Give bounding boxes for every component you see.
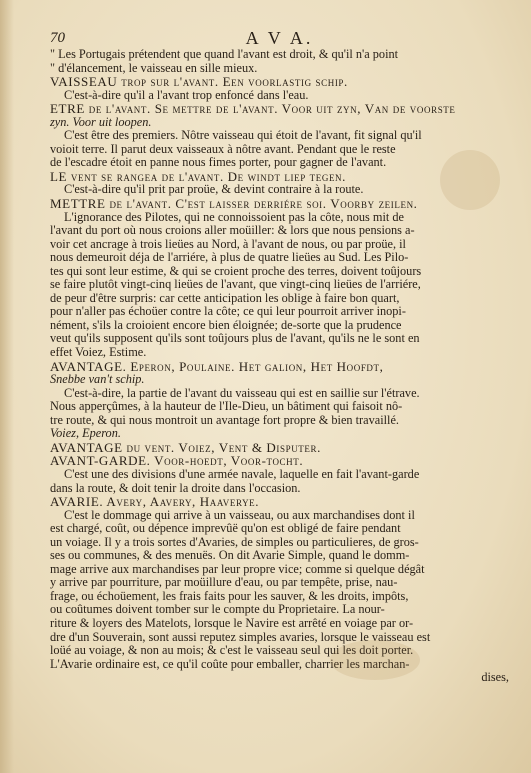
text-line: dans la route, & doit tenir la droite dans l'occasion. — [50, 480, 301, 495]
text-line: L'Avarie ordinaire est, ce qu'il coûte pour emballer, charrier les marchan- — [50, 656, 410, 671]
entry-heading: METTRE de l'avant. C'est laisser derriére soi. Voorby zeilen. — [50, 196, 418, 212]
text-line: " d'élancement, le vaisseau en sille mieux. — [50, 60, 258, 75]
text-line: L'ignorance des Pilotes, qui ne connoissoient pas la côte, nous mit de — [64, 209, 404, 224]
text-line: de l'escadre étoit en panne nous fimes porter, pour gagner de l'avant. — [50, 155, 387, 170]
entry-heading: VAISSEAU trop sur l'avant. Een voorlastig schip. — [50, 74, 348, 90]
text-line: Snebbe van't schip. — [50, 372, 145, 387]
text-line: tes qui sont leur estime, & qui se croient proche des terres, doivent toûjours — [50, 263, 422, 278]
entry-heading: ETRE de l'avant. Se mettre de l'avant. Voor uit zyn, Van de voorste — [50, 101, 456, 117]
text-line: C'est être des premiers. Nôtre vaisseau qui étoit de l'avant, fit signal qu'il — [64, 128, 422, 143]
foxing-stain — [330, 640, 420, 680]
text-line: riture & loyers des Matelots, lorsque le Navire est arrêté en voiage par or- — [50, 615, 414, 630]
text-line: C'est-à-dire, la partie de l'avant du vaisseau qui est en saillie sur l'étrave. — [64, 385, 420, 400]
text-line: nément, s'ils la croioient encore bien éloignée; de-sorte que la prudence — [50, 317, 402, 332]
text-line: pour n'aller pas échoüer contre la côte; ce qui leur pourroit arriver inopi- — [50, 304, 406, 319]
text-line: tre route, & qui nous montroit un avantage fort propre & bien travaillé. — [50, 412, 399, 427]
page-body — [50, 48, 509, 685]
text-line: ou coûtumes doivent tomber sur le compte du Proprietaire. La nour- — [50, 602, 385, 617]
text-line: un voiage. Il y a trois sortes d'Avaries, de simples ou particulieres, de gros- — [50, 534, 419, 549]
text-line: est chargé, coût, ou dépence imprevûë qu'on est obligé de faire pendant — [50, 521, 401, 536]
text-line: C'est le dommage qui arrive à un vaisseau, ou aux marchandises dont il — [64, 507, 415, 522]
text-line: " Les Portugais prétendent que quand l'avant est droit, & qu'il n'a point — [50, 47, 399, 61]
text-line: Voiez, Eperon. — [50, 426, 121, 441]
text-line: ses ou communes, & des menuës. On dit Avarie Simple, quand le domm- — [50, 548, 410, 563]
text-line: loüé au voiage, & non au mois; & c'est le vaisseau seul qui les doit porter. — [50, 643, 414, 658]
text-line: voir cet ancrage à trois lieües au Nord, à l'avant de nous, ou par proüe, il — [50, 236, 406, 251]
text-line: voioit terre. Il parut deux vaisseaux à nôtre avant. Pendant que le reste — [50, 141, 396, 156]
entry-heading: AVARIE. Avery, Aavery, Haaverye. — [50, 494, 260, 510]
text-line: C'est une des divisions d'une armée navale, laquelle en fait l'avant-garde — [64, 466, 420, 481]
text-line: nous demeuroit déja de l'arriére, à plus de quatre lieües au Sud. Les Pilo- — [50, 250, 409, 265]
text-line: C'est-à-dire qu'il a l'avant trop enfoncé dans l'eau. — [64, 87, 309, 102]
running-head: A V A. — [245, 28, 314, 48]
text-line: l'avant du port où nous croions aller moüiller: & lors que nous pensions a- — [50, 223, 415, 238]
text-line: veut qu'ils supposent qu'ils sont toûjours plus de l'avant, qu'ils ne le sont en — [50, 331, 420, 346]
page-header — [50, 28, 509, 48]
text-line: se faire plutôt vingt-cinq lieües de l'avant, que vingt-cinq lieües de l'arriére, — [50, 277, 421, 292]
text-line: de peur d'être surpris: car cette anticipation les oblige à faire bon quart, — [50, 290, 400, 305]
text-line: mage arrive aux marchandises par leur propre vice; comme si quelque dégât — [50, 561, 425, 576]
foxing-stain — [440, 150, 500, 210]
text-line: frage, ou échoüement, les frais faits pour les sauver, & les droits, impôts, — [50, 588, 409, 603]
text-line: C'est-à-dire qu'il prit par proüe, & devint contraire à la route. — [64, 182, 364, 197]
text-line: y arrive par pourriture, par moüillure d'eau, ou par tempête, prise, nau- — [50, 575, 398, 590]
text-line: effet Voiez, Estime. — [50, 345, 147, 360]
text-line: Nous apperçûmes, à la hauteur de l'Ile-Dieu, un bâtiment qui faisoit nô- — [50, 399, 403, 414]
entry-heading: AVANTAGE du vent. Voiez, Vent & Disputer. — [50, 439, 321, 455]
entry-heading: AVANTAGE. Eperon, Poulaine. Het galion, Het Hoofdt, — [50, 358, 384, 374]
text-line: dre d'un Souverain, sont aussi reputez simples avaries, lorsque le vaisseau est — [50, 629, 431, 644]
entry-heading: LE vent se rangea de l'avant. De windt liep tegen. — [50, 168, 347, 184]
text-line: zyn. Voor uit loopen. — [50, 114, 152, 129]
page-number: 70 — [50, 30, 65, 46]
page-gutter — [0, 0, 14, 773]
text-line: dises, — [481, 670, 509, 685]
entry-heading: AVANT-GARDE. Voor-hoedt, Voor-tocht. — [50, 453, 304, 469]
